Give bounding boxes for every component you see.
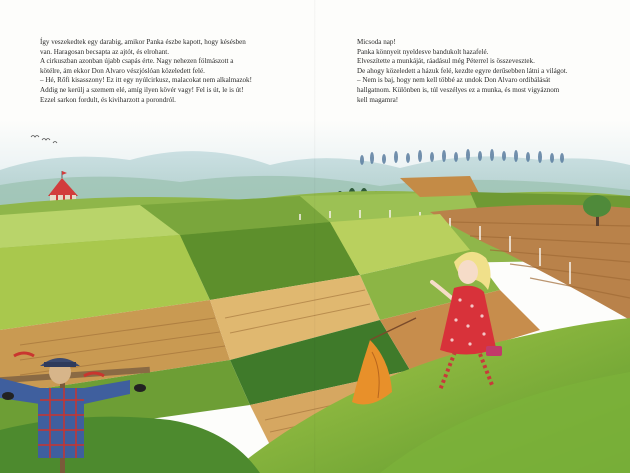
- text-line: van. Haragosan becsapta az ajtót, és elrohant.: [40, 47, 170, 56]
- text-line: Addig ne kerülj a szemem elé, amíg ilyen kövér vagy! Fel is út, le is út!: [40, 85, 244, 94]
- left-page-text: [40, 38, 252, 105]
- book-gutter: [314, 0, 316, 473]
- text-line: kötélre, ám ekkor Don Alvaro vészjóslóan közeledett felé.: [40, 66, 205, 75]
- text-line: Ezzel sarkon fordult, és kiviharzott a porondról.: [40, 95, 176, 104]
- text-line: hallgatnom. Különben is, túl veszélyes ez a munka, és most vigyáznom: [357, 85, 560, 94]
- text-line: Így veszekedtek egy darabig, amikor Panka észbe kapott, hogy késésben: [40, 38, 246, 46]
- text-line: Panka könnyeit nyeldesve bandukolt hazafelé.: [357, 47, 489, 56]
- text-line: Micsoda nap!: [357, 38, 396, 46]
- text-line: De ahogy közeledett a házuk felé, kezdte egyre derűsebben látni a világot.: [357, 66, 568, 75]
- right-page-text: [357, 38, 568, 105]
- text-line: A cirkuszban azonban újabb csapás érte. Nagy nehezen fölmászott a: [40, 57, 234, 66]
- text-line: – Nem is baj, hogy nem kell többé az undok Don Alvaro ordibálását: [357, 76, 551, 85]
- text-line: – Hé, Rőfi kisasszony! Ez itt egy nyúlcirkusz, malacokat nem alkalmazok!: [40, 76, 252, 85]
- text-line: Elveszítette a munkáját, ráadásul még Péterrel is összevesztek.: [357, 57, 535, 66]
- text-line: kell magamra!: [357, 95, 399, 104]
